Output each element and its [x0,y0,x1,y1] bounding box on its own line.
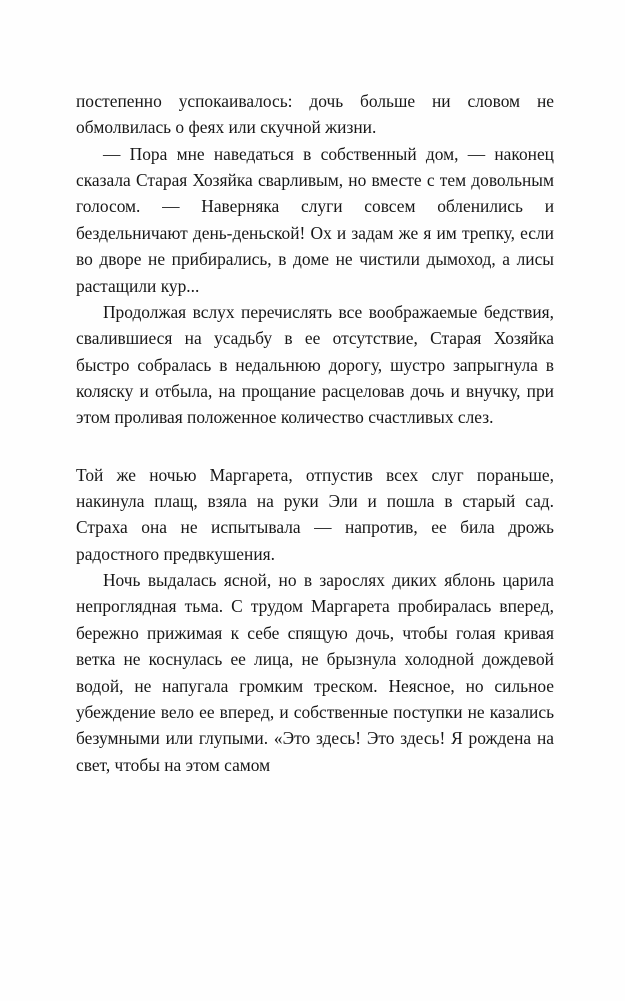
section-break [76,431,554,462]
paragraph-5: Ночь выдалась ясной, но в зарослях диких яблонь царила непроглядная тьма. С трудом Маргарета пробиралась вперед, бережно прижимая к себе спящую дочь, чтобы голая кривая ветка не коснулась ее лица, не брызнула холодной дождевой водой, не напугала громким треском. Неясное, но сильное убеждение вело ее вперед, и собственные поступки не казались безумными или глупыми. «Это здесь! Это здесь! Я рождена на свет, чтобы на этом самом [76,570,554,775]
paragraph-1: постепенно успокаивалось: дочь больше ни словом не обмолвилась о феях или скучной жизни. [76,91,554,138]
paragraph-4: Той же ночью Маргарета, отпустив всех слуг пораньше, накинула плащ, взяла на руки Эли и пошла в старый сад. Страха она не испытывала — напротив, ее била дрожь радостного предвкушения. [76,464,554,564]
paragraph-2: — Пора мне наведаться в собственный дом, — наконец сказала Старая Хозяйка сварливым, но вместе с тем довольным голосом. — Наверняка слуги совсем обленились и бездельничают день-деньской! Ох и задам же я им трепку, если во дворе не прибирались, в доме не чистили дымоход, а лисы растащили кур... [76,143,554,296]
paragraph-3: Продолжая вслух перечислять все воображаемые бедствия, свалившиеся на усадьбу в ее отсутствие, Старая Хозяйка быстро собралась в недальнюю дорогу, шустро запрыгнула в коляску и отбыла, на прощание расцеловав дочь и внучку, при этом проливая положенное количество счастливых слез. [76,301,554,428]
page-text-block [76,88,554,778]
